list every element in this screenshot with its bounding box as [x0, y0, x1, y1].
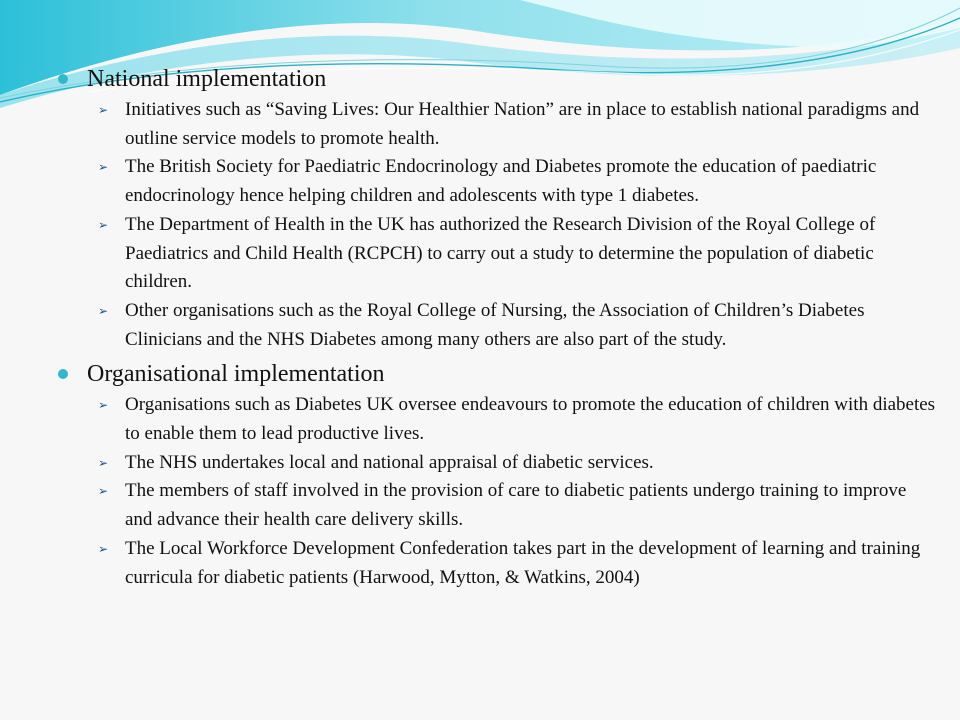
list-item-text: The NHS undertakes local and national appraisal of diabetic services. [125, 451, 654, 473]
list-item [58, 211, 938, 297]
section-heading-text: Organisational implementation [87, 361, 385, 388]
section-organisational [58, 357, 938, 592]
arrow-bullet-icon: ➢ [98, 303, 109, 318]
list-item-text: Other organisations such as the Royal College of Nursing, the Association of Children’s Diabetes Clinicians and the NHS Diabetes among many others are also part of the study. [125, 299, 865, 350]
list-item-text: The Department of Health in the UK has authorized the Research Division of the Royal College of Paediatrics and Child Health (RCPCH) to carry out a study to determine the population of diabetic children. [125, 213, 876, 293]
arrow-bullet-icon: ➢ [98, 455, 109, 470]
list-item [58, 535, 938, 592]
arrow-bullet-icon: ➢ [98, 160, 109, 175]
section-heading [58, 357, 938, 391]
list-item-text: Initiatives such as “Saving Lives: Our Healthier Nation” are in place to establish national paradigms and outline service models to promote health. [125, 99, 920, 149]
list-item-text: The members of staff involved in the provision of care to diabetic patients undergo training to improve and advance their health care delivery skills. [125, 480, 907, 531]
list-item [58, 297, 938, 354]
section-heading-text: National implementation [87, 66, 327, 92]
slide-body [58, 62, 938, 592]
circle-bullet-icon [58, 74, 68, 84]
arrow-bullet-icon: ➢ [98, 398, 109, 413]
arrow-bullet-icon: ➢ [98, 541, 109, 556]
section-heading [58, 62, 938, 96]
list-item [58, 153, 938, 210]
section-national [58, 62, 938, 354]
sub-bullet-list [58, 96, 938, 354]
list-item [58, 477, 938, 534]
arrow-bullet-icon: ➢ [98, 217, 109, 232]
list-item-text: The Local Workforce Development Confederation takes part in the development of learning and training curricula for diabetic patients (Harwood, Mytton, & Watkins, 2004) [125, 537, 921, 588]
arrow-bullet-icon: ➢ [98, 484, 109, 499]
arrow-bullet-icon: ➢ [98, 103, 109, 117]
sub-bullet-list [58, 391, 938, 592]
list-item-text: Organisations such as Diabetes UK oversee endeavours to promote the education of children with diabetes to enable them to lead productive lives. [125, 394, 936, 445]
list-item-text: The British Society for Paediatric Endocrinology and Diabetes promote the education of paediatric endocrinology hence helping children and adolescents with type 1 diabetes. [125, 156, 877, 207]
list-item [58, 96, 938, 153]
list-item [58, 391, 938, 448]
circle-bullet-icon [58, 369, 68, 379]
list-item [58, 449, 938, 478]
